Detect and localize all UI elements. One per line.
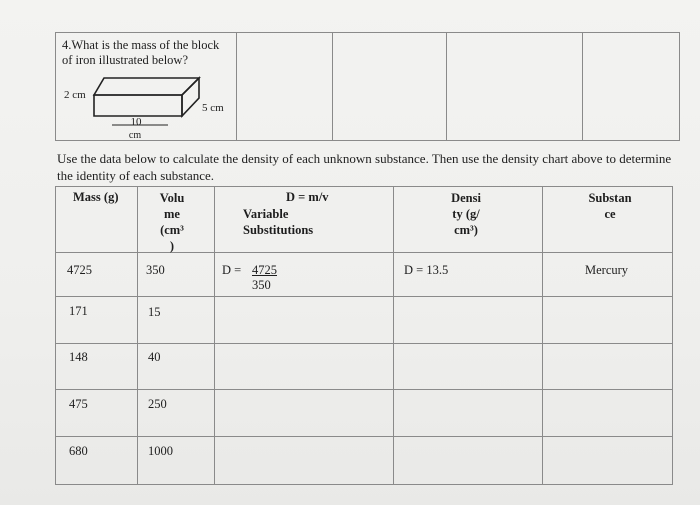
data-table-border	[55, 484, 673, 485]
row1-sub-label: D =	[222, 263, 242, 277]
row3-volume: 40	[148, 350, 161, 364]
length-dimension-value: 10	[130, 116, 142, 128]
block-top-face	[94, 78, 199, 95]
row1-volume: 350	[146, 263, 165, 277]
data-table-row-line	[55, 436, 673, 437]
block-side-face	[182, 78, 199, 116]
row1-substance: Mercury	[585, 263, 629, 277]
question-prompt: 4.What is the mass of the block of iron illustrated below?	[62, 38, 220, 67]
header-formula: D = m/v	[286, 190, 329, 204]
row2-mass: 171	[69, 304, 88, 318]
data-table-row-line	[55, 296, 673, 297]
data-table-row-line	[55, 343, 673, 344]
header-substance: Substan ce	[588, 191, 632, 221]
row5-volume: 1000	[148, 444, 173, 458]
row1-mass: 4725	[67, 263, 92, 277]
data-table-col-line	[393, 186, 394, 485]
row3-mass: 148	[69, 350, 88, 364]
header-substitutions: Variable Substitutions	[243, 207, 314, 237]
row1-sub-denominator: 350	[252, 278, 271, 292]
header-volume: Volu me (cm³ )	[159, 191, 185, 253]
data-table-border	[55, 186, 673, 187]
data-table-col-line	[214, 186, 215, 485]
instructions-text: Use the data below to calculate the density of each unknown substance. Then use the density chart above to determine the identity of each substance.	[57, 151, 672, 183]
data-table-row-line	[55, 389, 673, 390]
data-table-col-line	[137, 186, 138, 485]
block-front-face	[94, 95, 182, 116]
data-table-border	[55, 186, 56, 485]
row4-mass: 475	[69, 397, 88, 411]
length-dimension-unit: cm	[128, 130, 142, 141]
row2-volume: 15	[148, 305, 161, 319]
height-dimension-label: 2 cm	[64, 89, 86, 101]
row1-sub-numerator: 4725	[252, 263, 277, 277]
row4-volume: 250	[148, 397, 167, 411]
width-dimension-label: 5 cm	[202, 102, 224, 114]
data-table-border	[672, 186, 673, 485]
header-density: Densi ty (g/ cm³)	[451, 191, 481, 237]
header-mass: Mass (g)	[73, 190, 119, 204]
data-table-col-line	[542, 186, 543, 485]
row5-mass: 680	[69, 444, 88, 458]
row1-density: D = 13.5	[404, 263, 449, 277]
